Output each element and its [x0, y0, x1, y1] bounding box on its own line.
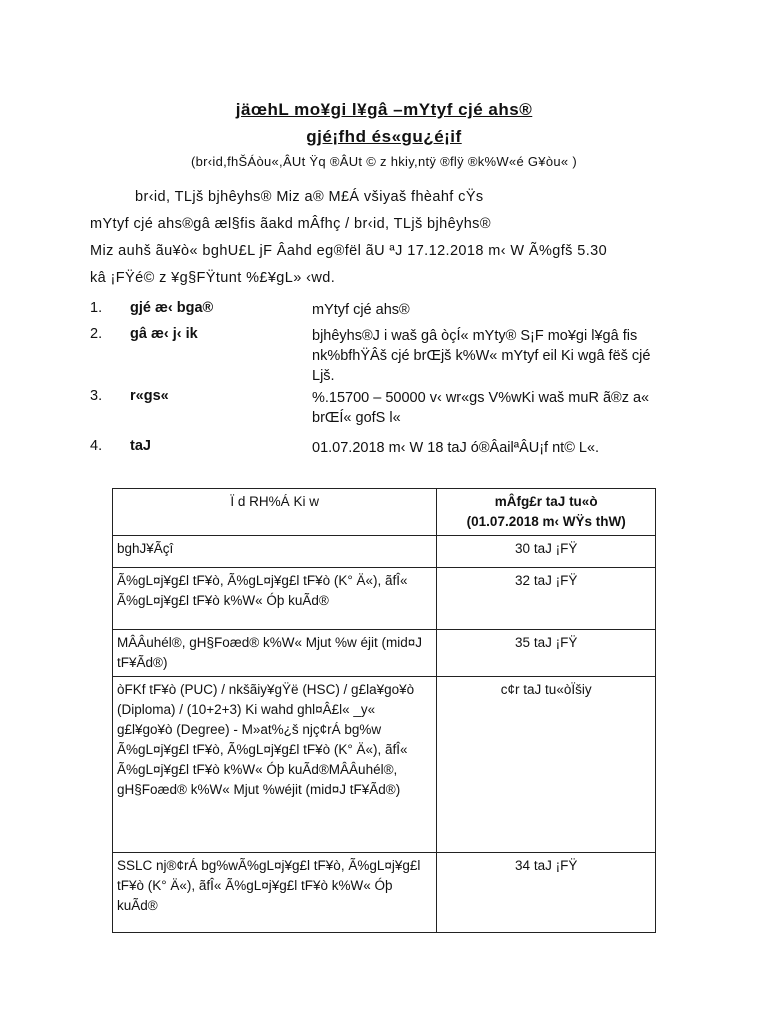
item-number: 3. — [90, 388, 103, 404]
item-value: 01.07.2018 m‹ W 18 taJ ó®ÂailªÂU¡f nt© L«. — [312, 440, 600, 456]
table-row — [113, 536, 656, 568]
age-limit-table — [112, 488, 656, 933]
item-number: 4. — [90, 438, 103, 454]
item-key: r«gs« — [130, 388, 169, 404]
table-header-row — [113, 489, 656, 536]
intro-paragraph — [90, 184, 690, 292]
table-cell-category: Ã%gL¤j¥g£l tF¥ò, Ã%gL¤j¥g£l tF¥ò (K° Ä«), ãfÎ« Ã%gL¤j¥g£l tF¥ò k%W« Óþ kuÃd® — [113, 568, 437, 630]
item-key: gjé æ‹ bga® — [130, 300, 214, 316]
item-key: taJ — [130, 438, 151, 454]
intro-line-2: mYtyf cjé ahs®gâ æl§fis ãakd mÂfhç / br‹id, TLjš bjhêyhs® — [90, 216, 491, 232]
table-row — [113, 630, 656, 677]
intro-line-1: br‹id, TLjš bjhêyhs® Miz a® M£Á všiyaš fhèahf cŸs — [135, 189, 484, 205]
item-value: mYtyf cjé ahs® — [312, 302, 410, 318]
column-header-category: Ï d RH%Á Ki w — [113, 489, 437, 536]
table-cell-age: c¢r taJ tu«òÏšiy — [437, 677, 656, 853]
table-row — [113, 677, 656, 853]
table-cell-category: MÂÂuhél®, gH§Foæd® k%W« Mjut %w éjit (mid¤J tF¥Ãd®) — [113, 630, 437, 677]
table-row — [113, 853, 656, 933]
table-cell-category: òFKf tF¥ò (PUC) / nkšãiy¥gŸë (HSC) / g£la¥go¥ò (Diploma) / (10+2+3) Ki wahd ghl¤Â£l« _y« g£l¥go¥ò (Degree) - M»at%¿š njç¢rÁ bg%w Ã%gL¤j¥g£l tF¥ò, Ã%gL¤j¥g£l tF¥ò (K° Ä«), ãfÎ« Ã%gL¤j¥g£l tF¥ò k%W« Óþ kuÃd®MÂÂuhél®, gH§Foæd® k%W« Mjut %wéjit (mid¤J tF¥Ãd®) — [113, 677, 437, 853]
table-cell-age: 30 taJ ¡FŸ — [437, 536, 656, 568]
item-number: 1. — [90, 300, 103, 316]
table-cell-age: 34 taJ ¡FŸ — [437, 853, 656, 933]
item-value: %.15700 – 50000 v‹ wr«gs V%wKi waš muR ã®z a« brŒÍ« gofS l« — [312, 390, 650, 426]
item-key: gâ æ‹ j‹ ik — [130, 326, 198, 342]
table-row — [113, 568, 656, 630]
item-number: 2. — [90, 326, 103, 342]
column-header-age-limit: mÂfg£r taJ tu«ò (01.07.2018 m‹ WŸs thW) — [437, 489, 656, 536]
table-cell-category: SSLC nj®¢rÁ bg%wÃ%gL¤j¥g£l tF¥ò, Ã%gL¤j¥g£l tF¥ò (K° Ä«), ãfÎ« Ã%gL¤j¥g£l tF¥ò k%W« Óþ kuÃd® — [113, 853, 437, 933]
location-line: (br‹id,fhŠÁòu«,ÂUt Ÿq ®ÂUt © z hkiy,ntÿ ®flÿ ®k%W«é G¥òu« ) — [191, 154, 577, 169]
table-cell-age: 32 taJ ¡FŸ — [437, 568, 656, 630]
document-subtitle-heading: gjé¡fhd és«gu¿é¡if — [306, 127, 462, 146]
intro-line-3: Miz auhš ãu¥ò« bghU£L jF Âahd eg®fël ãU ªJ 17.12.2018 m‹ W Ã%gfš 5.30 — [90, 243, 608, 259]
document-title: jäœhL mo¥gi l¥gâ –mYtyf cjé ahs® — [235, 100, 533, 119]
table-cell-category: bghJ¥Ãçî — [113, 536, 437, 568]
table-cell-age: 35 taJ ¡FŸ — [437, 630, 656, 677]
intro-line-4: kâ ¡FŸé© z ¥g§FŸtunt %£¥gL» ‹wd. — [90, 270, 336, 286]
item-value: bjhêyhs®J i waš gâ òçÍ« mYty® S¡F mo¥gi l¥gâ fis nk%bfhŸÂš cjé brŒjš k%W« mYtyf eil Ki wgâ fëš cjé Ljš. — [312, 328, 651, 384]
